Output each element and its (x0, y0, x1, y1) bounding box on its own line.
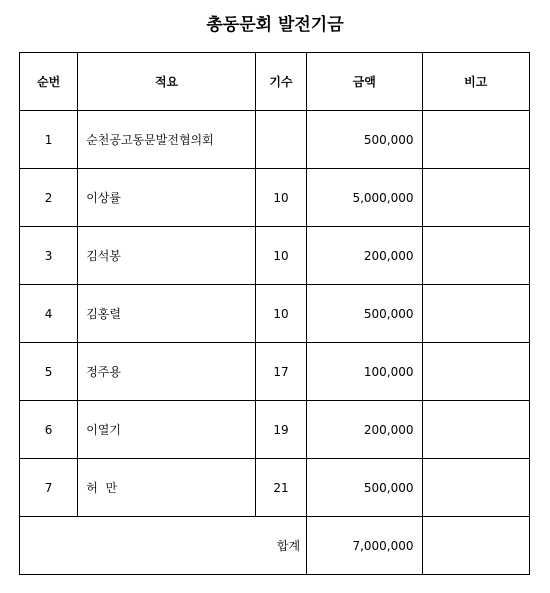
row-description: 정주용 (78, 343, 256, 401)
row-amount: 500,000 (307, 459, 422, 517)
table-row (20, 169, 530, 227)
row-amount: 100,000 (307, 343, 422, 401)
row-generation: 10 (255, 285, 306, 343)
table-row (20, 459, 530, 517)
row-amount: 500,000 (307, 285, 422, 343)
row-generation: 10 (255, 227, 306, 285)
row-note (422, 169, 529, 227)
row-description: 허 만 (78, 459, 256, 517)
table-row (20, 401, 530, 459)
row-description: 김석봉 (78, 227, 256, 285)
header-amount: 금액 (307, 53, 422, 111)
row-no: 7 (20, 459, 78, 517)
row-description: 순천공고동문발전협의회 (78, 111, 256, 169)
total-amount: 7,000,000 (307, 517, 422, 575)
row-generation: 10 (255, 169, 306, 227)
row-generation (255, 111, 306, 169)
row-note (422, 285, 529, 343)
header-description: 적요 (78, 53, 256, 111)
row-no: 5 (20, 343, 78, 401)
development-fund-table (19, 52, 530, 575)
row-no: 6 (20, 401, 78, 459)
row-amount: 200,000 (307, 401, 422, 459)
row-note (422, 343, 529, 401)
table-row (20, 343, 530, 401)
row-generation: 17 (255, 343, 306, 401)
row-generation: 19 (255, 401, 306, 459)
table-row (20, 111, 530, 169)
total-row (20, 517, 530, 575)
row-amount: 200,000 (307, 227, 422, 285)
row-note (422, 111, 529, 169)
header-no: 순번 (20, 53, 78, 111)
total-label: 합계 (20, 517, 307, 575)
row-description: 이열기 (78, 401, 256, 459)
row-note (422, 227, 529, 285)
table-row (20, 227, 530, 285)
row-description: 이상률 (78, 169, 256, 227)
row-note (422, 401, 529, 459)
row-no: 1 (20, 111, 78, 169)
header-note: 비고 (422, 53, 529, 111)
row-note (422, 459, 529, 517)
header-generation: 기수 (255, 53, 306, 111)
row-amount: 500,000 (307, 111, 422, 169)
row-amount: 5,000,000 (307, 169, 422, 227)
row-description: 김홍렬 (78, 285, 256, 343)
document-title: 총동문회 발전기금 (206, 15, 344, 35)
row-no: 3 (20, 227, 78, 285)
row-no: 2 (20, 169, 78, 227)
table-header-row (20, 53, 530, 111)
row-generation: 21 (255, 459, 306, 517)
row-no: 4 (20, 285, 78, 343)
total-note (422, 517, 529, 575)
table-row (20, 285, 530, 343)
